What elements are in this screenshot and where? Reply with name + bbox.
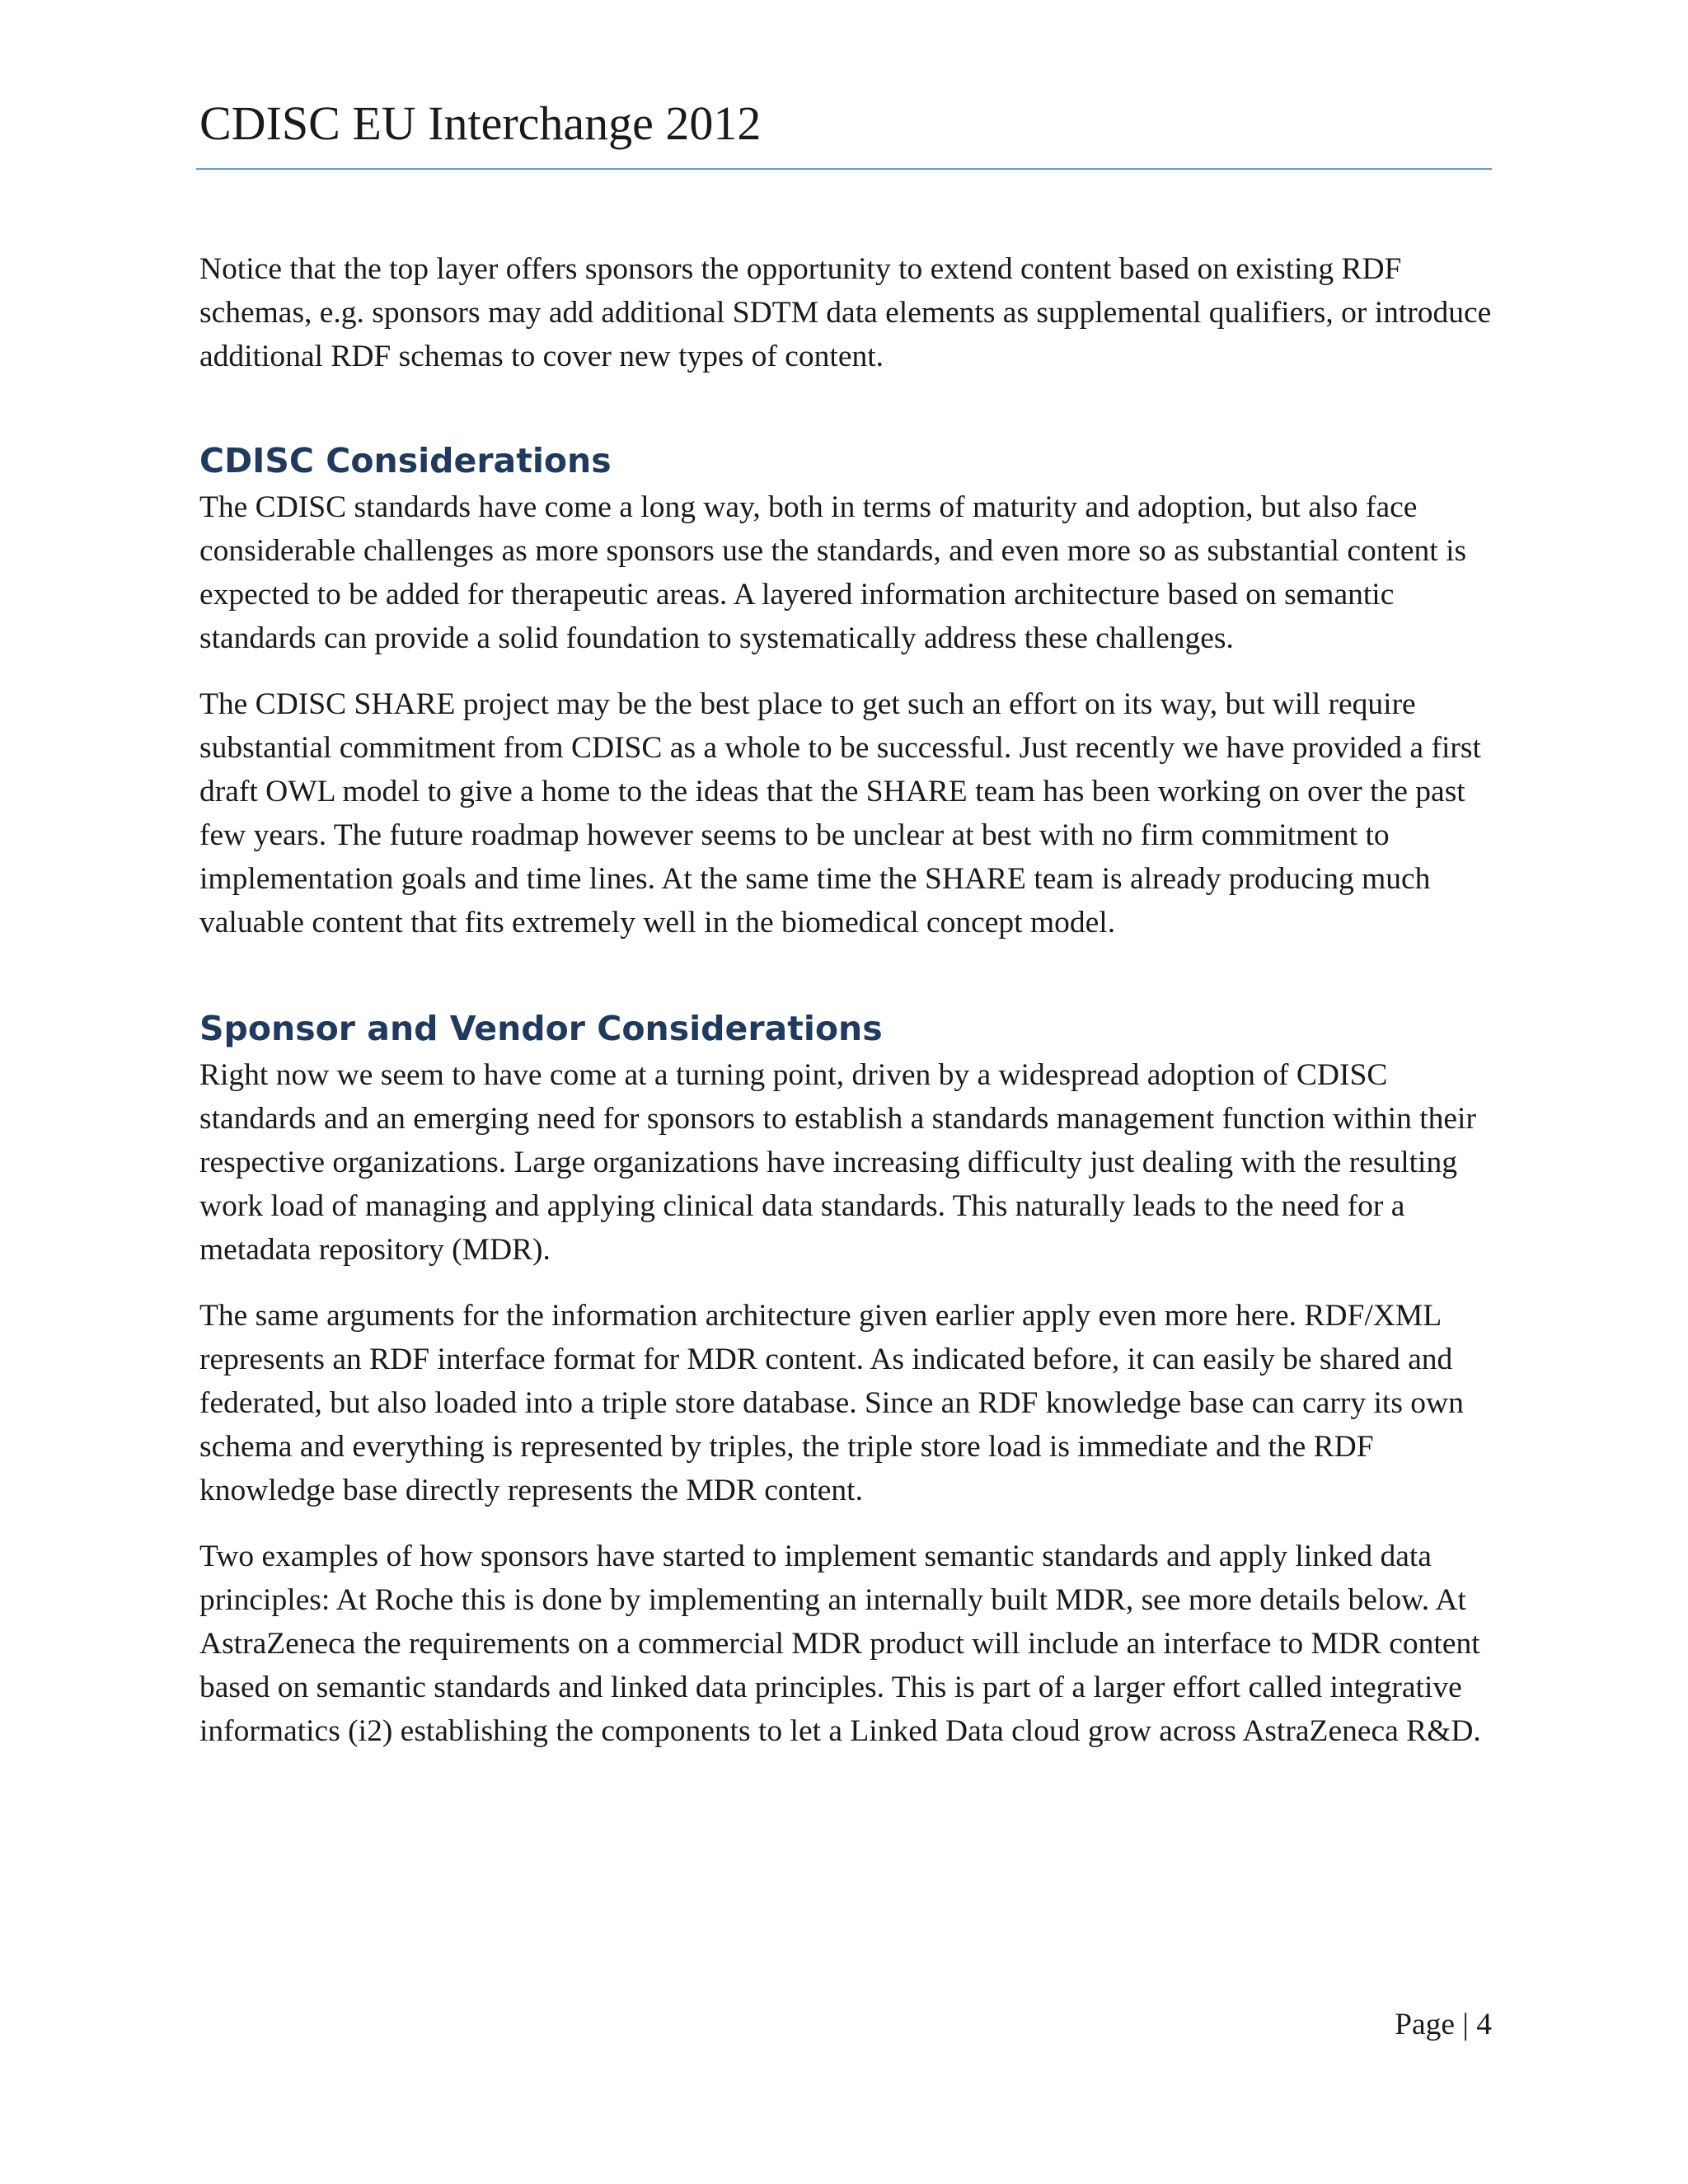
- page-content: [199, 247, 1498, 1753]
- intro-paragraph: Notice that the top layer offers sponsors the opportunity to extend content based on existing RDF schemas, e.g. sponsors may add additional SDTM data elements as supplemental qualifiers, or introduce additional RDF schemas to cover new types of content.: [199, 252, 1492, 373]
- page-number: Page | 4: [1395, 2008, 1492, 2041]
- sponsor-paragraph-1: Right now we seem to have come at a turning point, driven by a widespread adoption of CDISC standards and an emerging need for sponsors to establish a standards management function within their respective organizations. Large organizations have increasing difficulty just dealing with the resulting work load of managing and applying clinical data standards. This naturally leads to the need for a metadata repository (MDR).: [199, 1058, 1476, 1267]
- cdisc-paragraph-2: The CDISC SHARE project may be the best place to get such an effort on its way, but will require substantial commitment from CDISC as a whole to be successful. Just recently we have provided a first draft OWL model to give a home to the ideas that the SHARE team has been working on over the past few years. The future roadmap however seems to be unclear at best with no firm commitment to implementation goals and time lines. At the same time the SHARE team is already producing much valuable content that fits extremely well in the biomedical concept model.: [199, 687, 1481, 940]
- section-heading-sponsor-vendor-considerations: Sponsor and Vendor Considerations: [199, 1009, 883, 1048]
- sponsor-paragraph-2: The same arguments for the information architecture given earlier apply even more here. RDF/XML represents an RDF interface format for MDR content. As indicated before, it can easily be shared and federated, but also loaded into a triple store database. Since an RDF knowledge base can carry its own schema and everything is represented by triples, the triple store load is immediate and the RDF knowledge base directly represents the MDR content.: [199, 1299, 1464, 1507]
- document-title: CDISC EU Interchange 2012: [199, 96, 762, 150]
- cdisc-paragraph-1: The CDISC standards have come a long way, both in terms of maturity and adoption, but also face considerable challenges as more sponsors use the standards, and even more so as substantial content is expected to be added for therapeutic areas. A layered information architecture based on semantic standards can provide a solid foundation to systematically address these challenges.: [199, 490, 1467, 655]
- page-header: [196, 92, 1492, 170]
- sponsor-paragraph-3: Two examples of how sponsors have started to implement semantic standards and apply linked data principles: At Roche this is done by implementing an internally built MDR, see more details below. At AstraZeneca the requirements on a commercial MDR product will include an interface to MDR content based on semantic standards and linked data principles. This is part of a larger effort called integrative informatics (i2) establishing the components to let a Linked Data cloud grow across AstraZeneca R&D.: [199, 1540, 1481, 1748]
- section-heading-cdisc-considerations: CDISC Considerations: [199, 441, 612, 480]
